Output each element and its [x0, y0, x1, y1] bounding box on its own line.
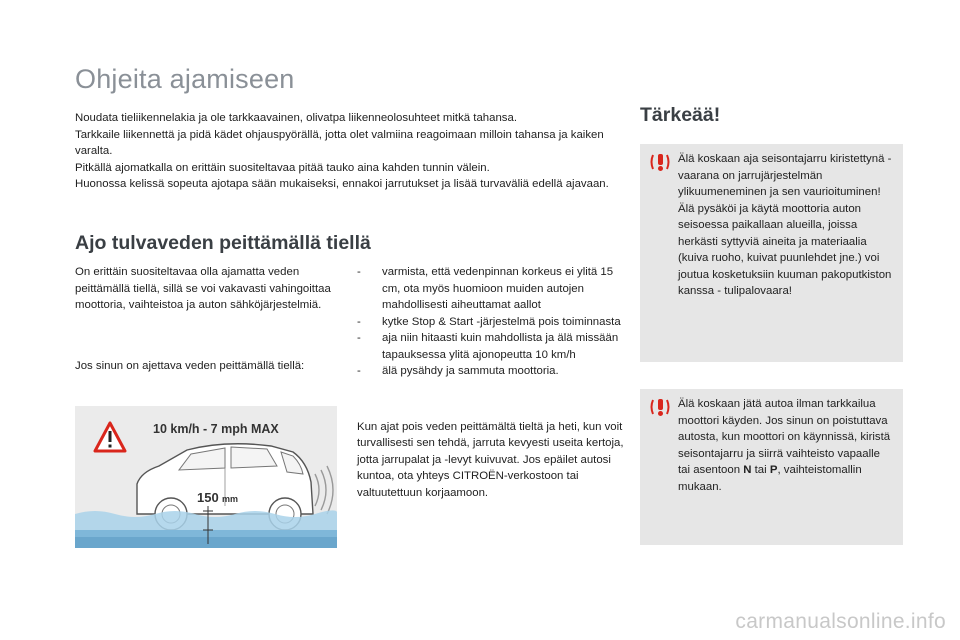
flooded-road-left-column — [75, 264, 340, 374]
water-depth-value: 150 — [197, 490, 219, 505]
important-heading: Tärkeää! — [640, 104, 721, 126]
instruction-list — [357, 264, 627, 380]
list-dash: - — [357, 315, 361, 328]
notice-text: Älä koskaan aja seisontajarru kiristettynä - vaarana on jarrujärjestelmän ylikuumeneminen ja sen vaurioituminen! — [678, 153, 892, 198]
notice-text — [678, 396, 893, 495]
instruction-item — [357, 314, 627, 331]
list-dash: - — [357, 332, 361, 344]
flooded-road-warning: On erittäin suositeltavaa olla ajamatta veden peittämällä tiellä, sillä se voi vakavasti vahingoittaa moottoria, vaihteistoa ja auton sähköjärjestelmiä. — [75, 266, 331, 311]
instruction-item — [357, 330, 627, 363]
list-dash: - — [357, 365, 361, 377]
instruction-item — [357, 363, 627, 380]
instruction-text: aja niin hitaasti kuin mahdollista ja älä missään tapauksessa ylitä ajonopeutta 10 km/h — [382, 332, 619, 361]
gear-p-label: P — [769, 464, 778, 476]
section-heading: Ajo tulvaveden peittämällä tiellä — [75, 232, 371, 254]
instruction-text: kytke Stop & Start -järjestelmä pois toiminnasta — [382, 315, 621, 328]
motion-lines — [315, 466, 333, 514]
page-title: Ohjeita ajamiseen — [75, 64, 295, 94]
flooded-road-illustration — [75, 406, 337, 548]
speed-limit-label: 10 km/h - 7 mph MAX — [153, 422, 279, 436]
important-notice-parking-brake — [640, 144, 903, 362]
important-notice-unattended — [640, 389, 903, 545]
notice-text-part: tai — [751, 464, 770, 476]
watermark: carmanualsonline.info — [735, 610, 946, 633]
warning-triangle-icon — [95, 423, 125, 451]
notice-text-part: Älä koskaan jätä autoa ilman tarkkailua moottori käyden. Jos sinun on poistuttava autosta, kun moottori on käynnissä, kiristä seisontajarru ja siirrä vaihteisto vapaalle tai asentoon — [678, 398, 891, 476]
list-dash: - — [357, 266, 361, 278]
flooded-road-intro: Jos sinun on ajettava veden peittämällä tiellä: — [75, 359, 305, 372]
instruction-text: älä pysähdy ja sammuta moottoria. — [382, 365, 559, 377]
gear-n-label: N — [743, 464, 752, 476]
exclamation-warning-icon — [649, 397, 671, 417]
instruction-text: varmista, että vedenpinnan korkeus ei ylitä 15 cm, ota myös huomioon muiden autojen mahdollisesti aiheuttamat aallot — [382, 266, 614, 311]
intro-paragraph: Pitkällä ajomatkalla on erittäin suositeltavaa pitää tauko aina kahden tunnin välein. — [75, 161, 490, 174]
after-flooded-road-text: Kun ajat pois veden peittämältä tieltä ja heti, kun voit turvallisesti sen tehdä, jarruta kevyesti useita kertoja, jotta jarrupalat ja -levyt kuivuvat. Jos epäilet autosi kuntoa, ota yhteys CITROËN-verkostoon tai valtuutettuun korjaamoon. — [357, 420, 624, 499]
intro-paragraph: Noudata tieliikennelakia ja ole tarkkaavainen, olivatpa liikenneolosuhteet mitkä tahansa. — [75, 112, 517, 124]
water-depth-unit: mm — [222, 494, 239, 504]
exclamation-warning-icon — [649, 152, 671, 172]
notice-text-part: , vaihteistomallin mukaan. — [678, 464, 862, 493]
intro-paragraph: Huonossa kelissä sopeuta ajotapa sään mukaiseksi, ennakoi jarrutukset ja lisää turvaväliä edellä ajavaan. — [75, 178, 609, 190]
intro-text — [75, 110, 620, 193]
intro-paragraph: Tarkkaile liikennettä ja pidä kädet ohjauspyörällä, jotta olet valmiina reagoimaan milloin tahansa ja kaiken varalta. — [75, 128, 604, 157]
instruction-item — [357, 264, 627, 314]
notice-text: Älä pysäköi ja käytä moottoria auton seisoessa paikallaan alueilla, joissa herkästi syttyviä aineita ja materiaalia (kuiva ruoho, kuivat puunlehdet jne.) voi joutua kosketuksiin kuuman pakoputkiston kanssa - tulipalovaara! — [678, 202, 892, 297]
flooded-road-instructions — [357, 264, 627, 512]
